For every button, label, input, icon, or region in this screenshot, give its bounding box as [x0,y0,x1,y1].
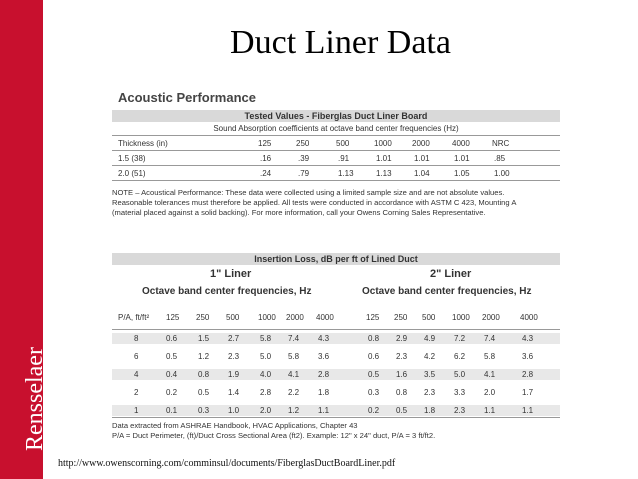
liner2-cell: 2.0 [484,388,496,397]
liner2-cell: 0.2 [368,406,380,415]
acoustic-col-header: Thickness (in) [118,139,168,148]
acoustic-cell: 1.01 [454,154,470,163]
freq-header: 250 [196,313,210,322]
acoustic-cell: .24 [260,169,272,178]
insertion-footnote: Data extracted from ASHRAE Handbook, HVAC Applications, Chapter 43 [112,421,358,430]
acoustic-col-header: 1000 [374,139,392,148]
liner2-cell: 0.5 [368,370,380,379]
liner1-cell: 1.9 [228,370,240,379]
liner1-cell: 3.6 [318,352,330,361]
liner2-cell: 4.3 [522,334,534,343]
pa-value: 6 [134,352,139,361]
freq-header: 125 [166,313,180,322]
divider [112,329,560,330]
acoustic-table-subtitle: Sound Absorption coefficients at octave band center frequencies (Hz) [213,124,459,133]
liner1-cell: 1.2 [288,406,300,415]
liner1-cell: 2.3 [228,352,240,361]
liner1-cell: 2.8 [260,388,272,397]
pa-column-header: P/A, ft/ft² [118,313,150,322]
acoustic-cell: 1.5 (38) [118,154,146,163]
liner1-cell: 2.7 [228,334,240,343]
acoustic-cell: 2.0 (51) [118,169,146,178]
acoustic-cell: 1.13 [338,169,354,178]
liner1-cell: 4.3 [318,334,330,343]
divider [112,165,560,166]
liner1-cell: 1.2 [198,352,210,361]
freq-header: 250 [394,313,408,322]
liner2-cell: 3.5 [424,370,436,379]
liner2-cell: 5.8 [484,352,496,361]
liner1-cell: 4.0 [260,370,272,379]
divider [112,180,560,181]
liner2-cell: 2.9 [396,334,408,343]
liner2-cell: 1.8 [424,406,436,415]
acoustic-col-header: NRC [492,139,510,148]
liner2-cell: 0.5 [396,406,408,415]
liner2-cell: 6.2 [454,352,466,361]
liner2-cell: 7.2 [454,334,466,343]
acoustic-col-header: 4000 [452,139,470,148]
acoustic-cell: 1.00 [494,169,510,178]
liner1-cell: 0.3 [198,406,210,415]
liner2-cell: 4.2 [424,352,436,361]
datasheet-image [112,88,560,446]
pa-value: 8 [134,334,139,343]
acoustic-section-title: Acoustic Performance [118,90,256,105]
liner1-cell: 0.5 [166,352,178,361]
acoustic-note-line: NOTE – Acoustical Performance: These data were collected using a limited sample size and are not absolute values. [112,188,505,197]
pa-value: 2 [134,388,139,397]
acoustic-cell: 1.05 [454,169,470,178]
liner1-cell: 5.8 [260,334,272,343]
pa-value: 4 [134,370,139,379]
liner1-cell: 1.5 [198,334,210,343]
liner1-cell: 1.0 [228,406,240,415]
liner1-cell: 0.1 [166,406,178,415]
liner2-cell: 2.3 [396,352,408,361]
liner1-cell: 1.8 [318,388,330,397]
liner1-cell: 5.8 [288,352,300,361]
liner1-cell: 5.0 [260,352,272,361]
acoustic-cell: .16 [260,154,272,163]
acoustic-cell: 1.04 [414,169,430,178]
liner2-cell: 2.3 [454,406,466,415]
source-url: http://www.owenscorning.com/comminsul/documents/FiberglasDuctBoardLiner.pdf [58,458,396,469]
freq-header: 500 [422,313,436,322]
octave-heading-1: Octave band center frequencies, Hz [142,286,312,297]
liner2-cell: 0.6 [368,352,380,361]
insertion-footnote: P/A = Duct Perimeter, (ft)/Duct Cross Sectional Area (ft2). Example: 12" x 24" duct, P/A = 3 ft/ft2. [112,431,436,440]
acoustic-cell: .85 [494,154,506,163]
liner1-cell: 4.1 [288,370,300,379]
liner1-cell: 1.1 [318,406,330,415]
sidebar-band [0,0,48,479]
divider [112,135,560,136]
liner1-cell: 2.8 [318,370,330,379]
liner2-cell: 1.1 [484,406,496,415]
freq-header: 2000 [482,313,500,322]
slide-title: Duct Liner Data [230,24,451,61]
acoustic-col-header: 2000 [412,139,430,148]
liner2-cell: 7.4 [484,334,496,343]
liner1-cell: 0.2 [166,388,178,397]
acoustic-cell: 1.01 [376,154,392,163]
freq-header: 4000 [316,313,334,322]
liner2-cell: 3.6 [522,352,534,361]
divider [112,417,560,418]
liner1-cell: 0.8 [198,370,210,379]
freq-header: 1000 [452,313,470,322]
liner2-cell: 5.0 [454,370,466,379]
freq-header: 500 [226,313,240,322]
freq-header: 1000 [258,313,276,322]
acoustic-cell: .39 [298,154,310,163]
liner1-cell: 2.0 [260,406,272,415]
liner1-cell: 7.4 [288,334,300,343]
freq-header: 4000 [520,313,538,322]
divider [112,150,560,151]
liner1-cell: 0.6 [166,334,178,343]
liner2-cell: 4.9 [424,334,436,343]
liner2-cell: 3.3 [454,388,466,397]
liner2-cell: 0.3 [368,388,380,397]
liner2-cell: 4.1 [484,370,496,379]
acoustic-cell: .91 [338,154,350,163]
liner1-cell: 2.2 [288,388,300,397]
acoustic-note-line: (material placed against a solid backing). For more information, call your Owens Corning Sales Representative. [112,208,486,217]
acoustic-col-header: 500 [336,139,350,148]
liner2-cell: 2.8 [522,370,534,379]
pa-value: 1 [134,406,139,415]
freq-header: 125 [366,313,380,322]
liner-1-heading: 1" Liner [210,268,252,280]
acoustic-cell: 1.13 [376,169,392,178]
liner2-cell: 0.8 [368,334,380,343]
acoustic-cell: 1.01 [414,154,430,163]
acoustic-col-header: 125 [258,139,272,148]
freq-header: 2000 [286,313,304,322]
insertion-table-title: Insertion Loss, dB per ft of Lined Duct [112,253,560,265]
liner2-cell: 1.6 [396,370,408,379]
octave-heading-2: Octave band center frequencies, Hz [362,286,532,297]
acoustic-cell: .79 [298,169,310,178]
liner-2-heading: 2" Liner [430,268,472,280]
liner2-cell: 0.8 [396,388,408,397]
acoustic-table-title: Tested Values - Fiberglas Duct Liner Board [112,110,560,122]
liner2-cell: 2.3 [424,388,436,397]
liner2-cell: 1.1 [522,406,534,415]
acoustic-col-header: 250 [296,139,310,148]
sidebar-brand-text: Rensselaer [22,347,48,451]
liner1-cell: 0.5 [198,388,210,397]
liner2-cell: 1.7 [522,388,534,397]
liner1-cell: 0.4 [166,370,178,379]
liner1-cell: 1.4 [228,388,240,397]
acoustic-note-line: Reasonable tolerances must therefore be applied. All tests were conducted in accordance with ASTM C 423, Mounting A [112,198,517,207]
